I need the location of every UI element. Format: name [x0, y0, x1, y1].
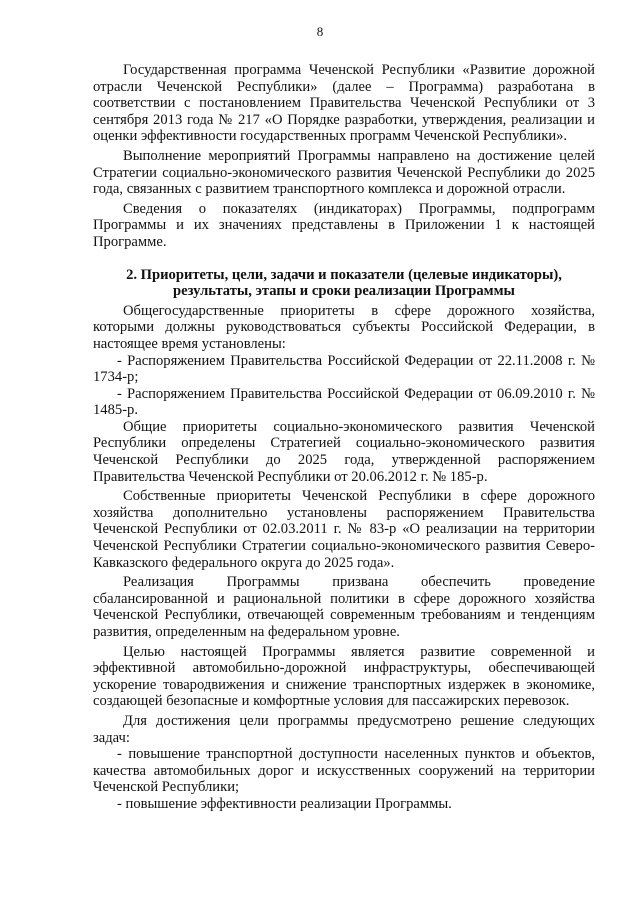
intro-paragraph-2: Выполнение мероприятий Программы направлено на достижение целей Стратегии социально-экономического развития Чеченской Республики до 2025 года, связанных с развитием транспортного комплекса и дорожной отрасли. [93, 147, 595, 198]
section-paragraph-goal: Целью настоящей Программы является развитие современной и эффективной автомобильно-дорожной инфраструктуры, обеспечивающей ускорение товародвижения и снижение транспортных издержек в экономике, создающей безопасные и комфортные условия для пассажирских перевозок. [93, 643, 595, 710]
intro-paragraph-3: Сведения о показателях (индикаторах) Программы, подпрограмм Программы и их значениях представлены в Приложении 1 к настоящей Программе. [93, 200, 595, 250]
intro-paragraph-1: Государственная программа Чеченской Республики «Развитие дорожной отрасли Чеченской Республики» (далее – Программа) разработана в соответствии с постановлением Правительства Чеченской Республики от 3 сентября 2013 года № 217 «О Порядке разработки, утверждения, реализации и оценки эффективности государственных программ Чеченской Республики». [93, 62, 595, 145]
section-paragraph-tasks-intro: Для достижения цели программы предусмотрено решение следующих задач: [93, 712, 595, 746]
section-paragraph-priorities: Общегосударственные приоритеты в сфере дорожного хозяйства, которыми должны руководствоваться субъекты Российской Федерации, в настоящее время установлены: [93, 302, 595, 352]
list-item-task-efficiency: - повышение эффективности реализации Программы. [117, 795, 452, 812]
section-paragraph-strategy: Общие приоритеты социально-экономического развития Чеченской Республики определены Стратегией социально-экономического развития Чеченской Республики до 2025 года, утвержденной распоряжением Правительства Чеченской Республики от 20.06.2012 г. № 185-р. [93, 418, 595, 485]
page-content [93, 62, 595, 813]
section-heading [93, 267, 595, 300]
list-item-decree-1734: - Распоряжением Правительства Российской Федерации от 22.11.2008 г. № 1734-р; [93, 352, 595, 386]
page-number: 8 [316, 24, 324, 39]
list-item-task-accessibility: - повышение транспортной доступности населенных пунктов и объектов, качества автомобильных дорог и искусственных сооружений на территории Чеченской Республики; [93, 746, 595, 796]
section-heading-line-2: результаты, этапы и сроки реализации Программы [173, 283, 515, 300]
section-paragraph-implementation: Реализация Программы призвана обеспечить проведение сбалансированной и рациональной политики в сфере дорожного хозяйства Чеченской Республики, отвечающей современным требованиям и тенденциям развития, определенным на федеральном уровне. [93, 574, 595, 640]
section-paragraph-own-priorities: Собственные приоритеты Чеченской Республики в сфере дорожного хозяйства дополнительно установлены распоряжением Правительства Чеченской Республики от 02.03.2011 г. № 83-р «О реализации на территории Чеченской Республики Стратегии социально-экономического развития Северо-Кавказского федерального округа до 2025 года». [93, 488, 595, 571]
section-heading-line-1: 2. Приоритеты, цели, задачи и показатели (целевые индикаторы), [126, 266, 562, 283]
list-item-decree-1485: - Распоряжением Правительства Российской Федерации от 06.09.2010 г. № 1485-р. [93, 385, 595, 419]
